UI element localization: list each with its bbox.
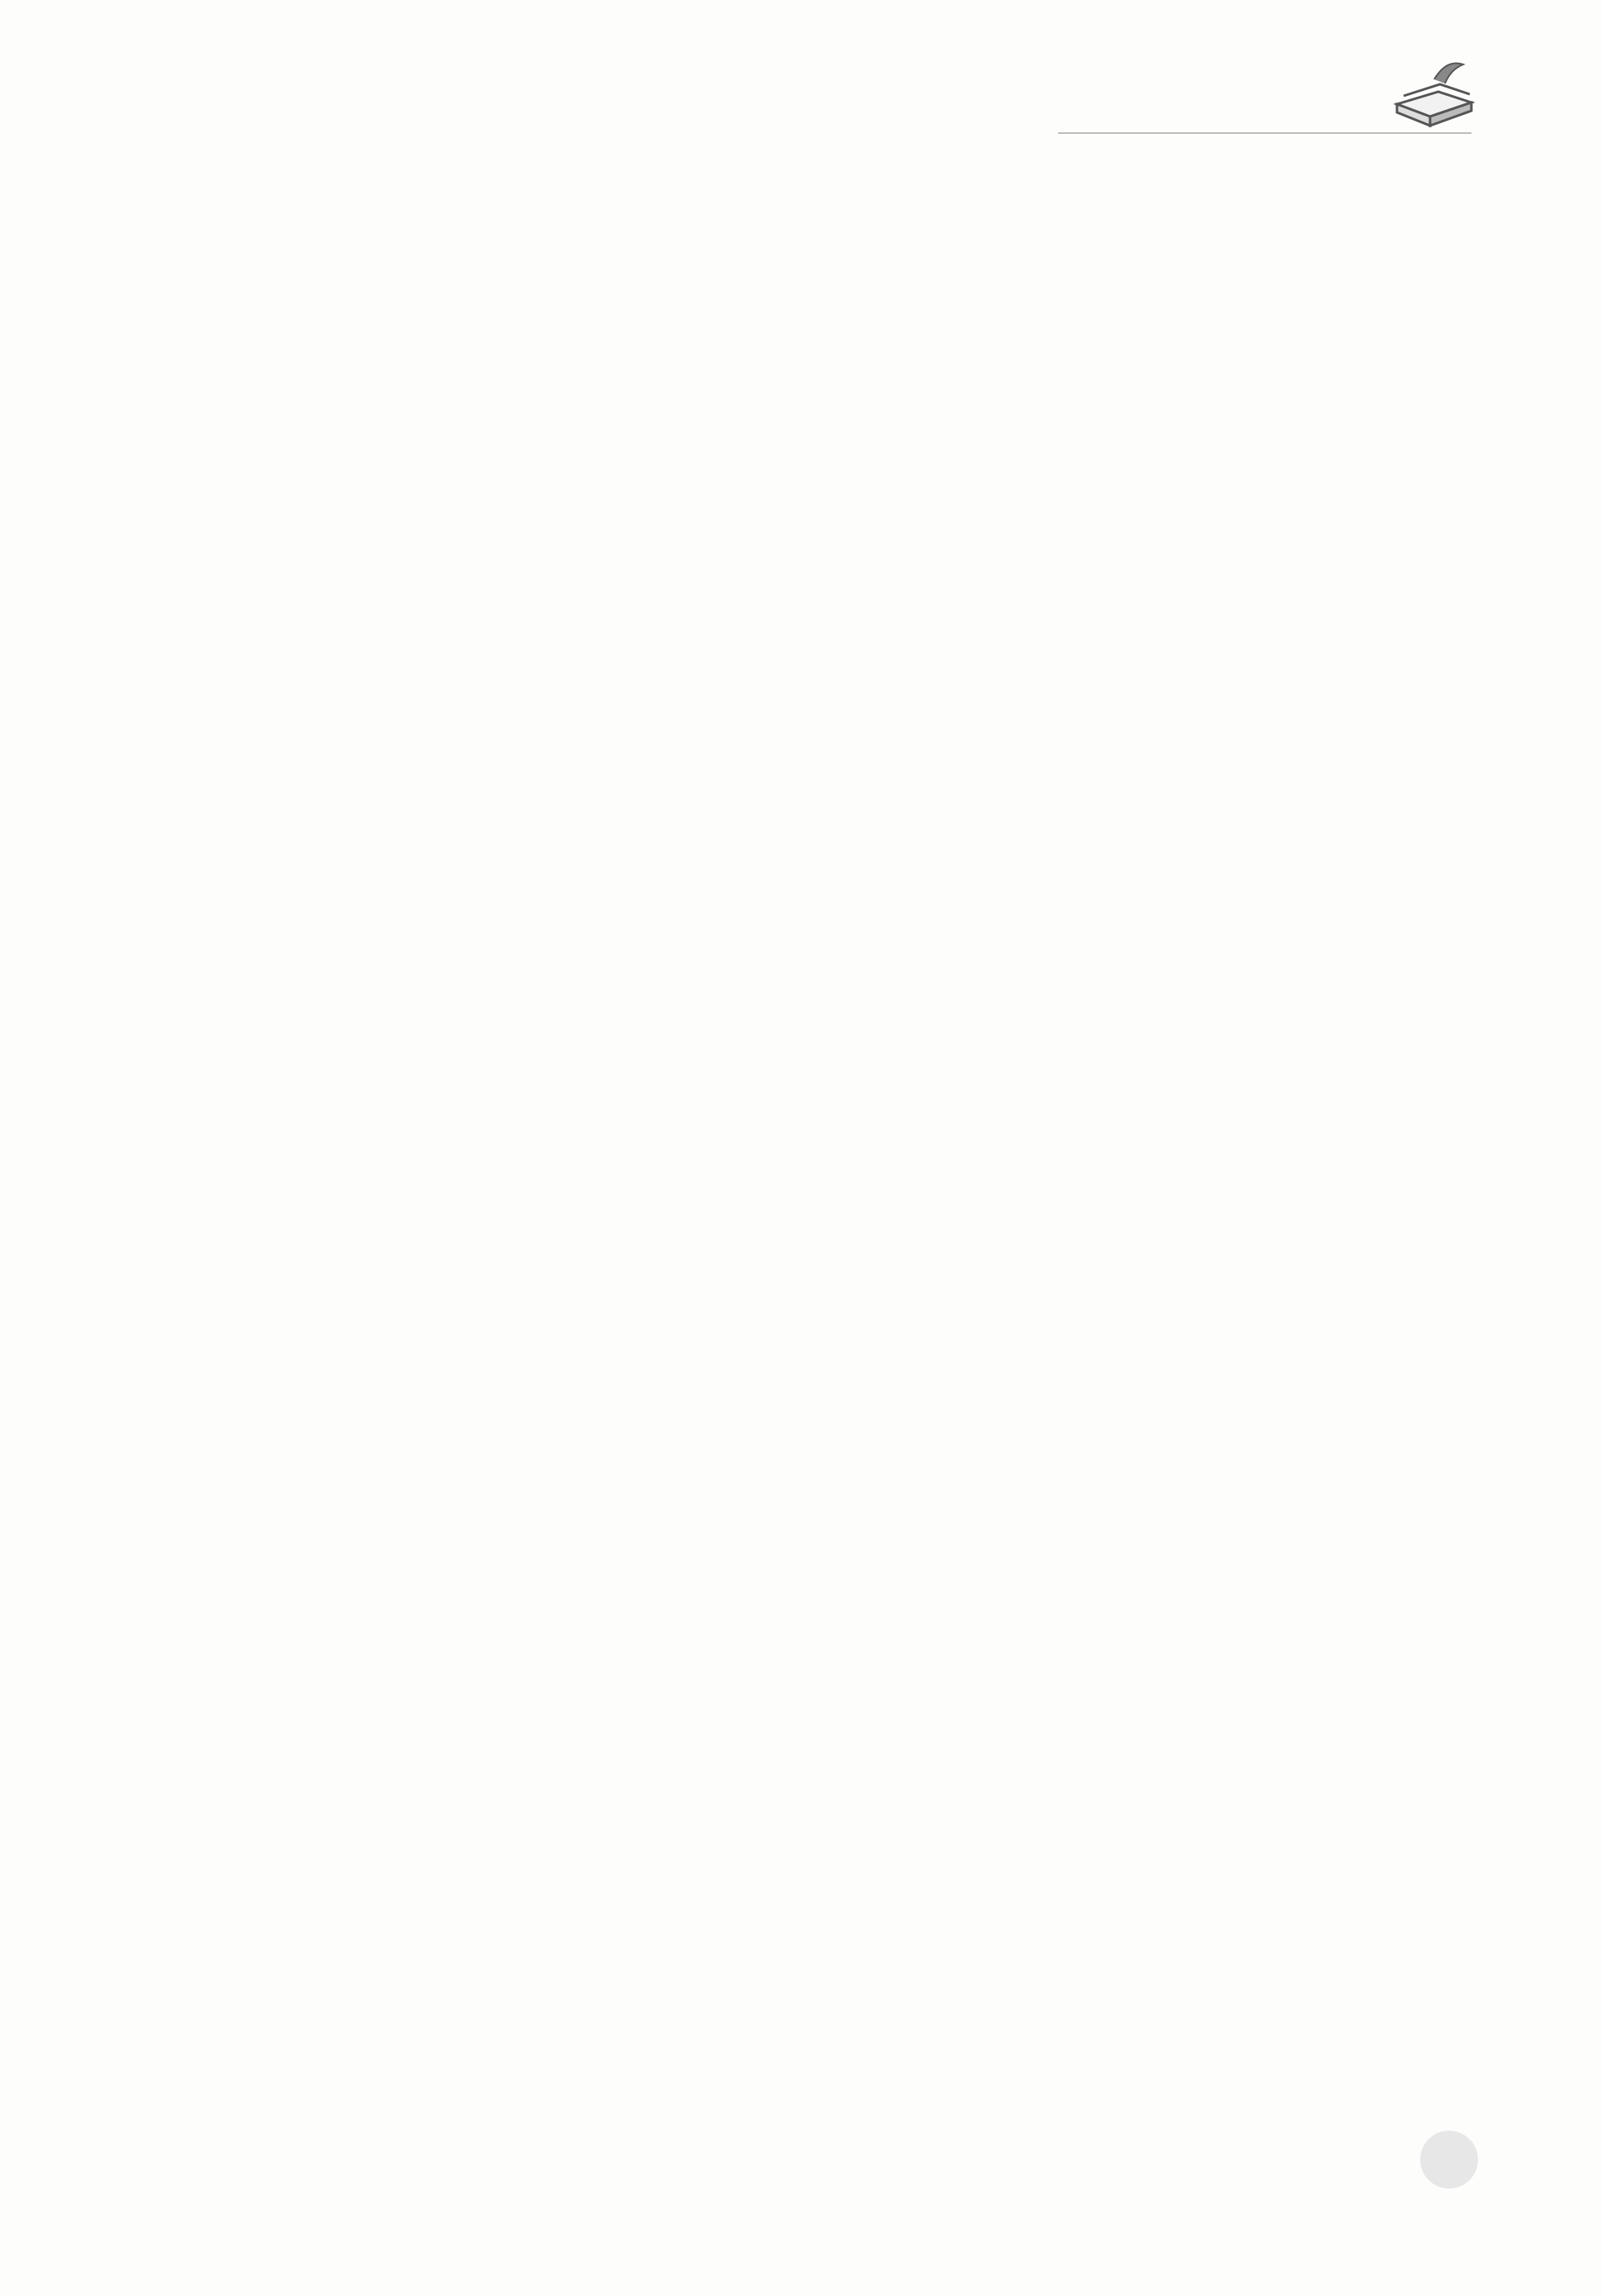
page-number [1420, 2131, 1478, 2189]
running-header [1075, 98, 1099, 127]
books-icon [1389, 55, 1480, 137]
